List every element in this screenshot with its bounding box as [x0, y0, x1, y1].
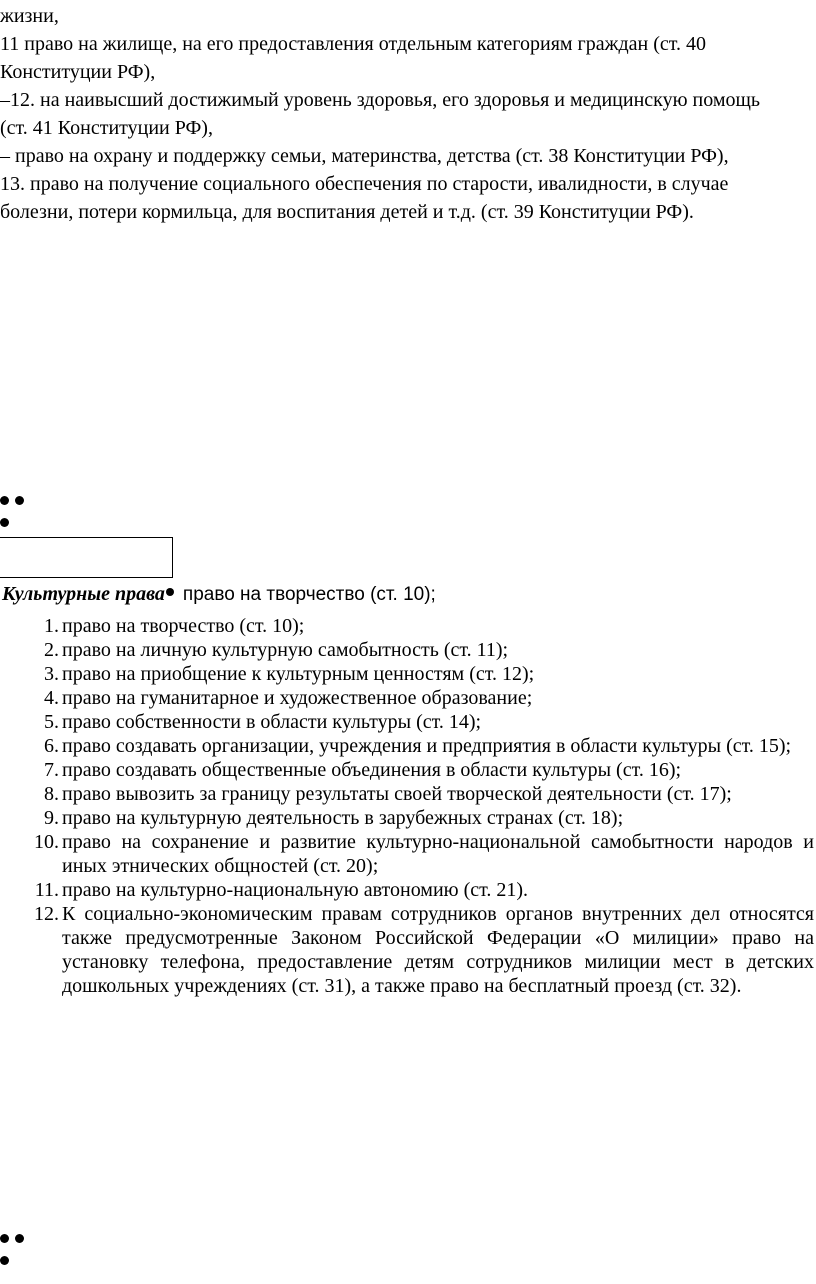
text-line: Конституции РФ),	[0, 61, 156, 83]
list-item: 1. право на творчество (ст. 10);	[44, 615, 305, 637]
list-item: 2. право на личную культурную самобытность (ст. 11);	[44, 639, 509, 661]
list-item: 11. право на культурно-национальную автономию (ст. 21).	[34, 879, 529, 901]
text-line: болезни, потери кормильца, для воспитания детей и т.д. (ст. 39 Конституции РФ).	[0, 201, 694, 223]
list-item: 12. К социально-экономическим правам сотрудников органов внутренних дел относятся также предусмотренные Законом Российской Федерации «О милиции» право на установку телефона, предоставление детям сотрудников милиции мест в детских дошкольных учреждениях (ст. 31), а также право на бесплатный проезд (ст. 32).	[34, 903, 814, 997]
bullet-dot-icon	[15, 496, 24, 505]
top-paragraphs	[0, 2, 816, 226]
bullet-dot-icon	[0, 518, 9, 527]
list-item: 6. право создавать организации, учреждения и предприятия в области культуры (ст. 15);	[44, 735, 792, 757]
text-line: – право на охрану и поддержку семьи, материнства, детства (ст. 38 Конституции РФ),	[0, 145, 729, 167]
heading-label: Культурные права	[2, 583, 165, 605]
empty-text-box	[0, 537, 173, 578]
bullet-marks-lower	[0, 1226, 30, 1270]
list-item: 7. право создавать общественные объединения в области культуры (ст. 16);	[44, 759, 682, 781]
heading-first-item: право на творчество (ст. 10);	[182, 584, 436, 605]
bullet-dot-icon	[0, 1234, 9, 1243]
bullet-dot-icon	[166, 588, 174, 596]
bullet-marks-upper	[0, 488, 30, 532]
section-heading	[2, 582, 436, 607]
text-line: (ст. 41 Конституции РФ),	[0, 117, 213, 139]
text-line: –12. на наивысший достижимый уровень здоровья, его здоровья и медицинскую помощь	[0, 89, 761, 111]
list-item: 9. право на культурную деятельность в зарубежных странах (ст. 18);	[44, 807, 624, 829]
list-item: 3. право на приобщение к культурным ценностям (ст. 12);	[44, 663, 535, 685]
list-item: 4. право на гуманитарное и художественное образование;	[44, 687, 533, 709]
text-line: 11 право на жилище, на его предоставления отдельным категориям граждан (ст. 40	[0, 33, 706, 55]
bullet-dot-icon	[0, 1256, 9, 1265]
list-item: 10. право на сохранение и развитие культурно-национальной самобытности народов и иных этнических общностей (ст. 20);	[34, 831, 814, 877]
text-line: 13. право на получение социального обеспечения по старости, ивалидности, в случае	[0, 173, 729, 195]
bullet-dot-icon	[0, 496, 9, 505]
text-line: жизни,	[0, 5, 59, 27]
list-item: 8. право вывозить за границу результаты своей творческой деятельности (ст. 17);	[44, 783, 732, 805]
bullet-dot-icon	[15, 1234, 24, 1243]
cultural-rights-list	[0, 614, 816, 998]
list-item: 5. право собственности в области культуры (ст. 14);	[44, 711, 482, 733]
